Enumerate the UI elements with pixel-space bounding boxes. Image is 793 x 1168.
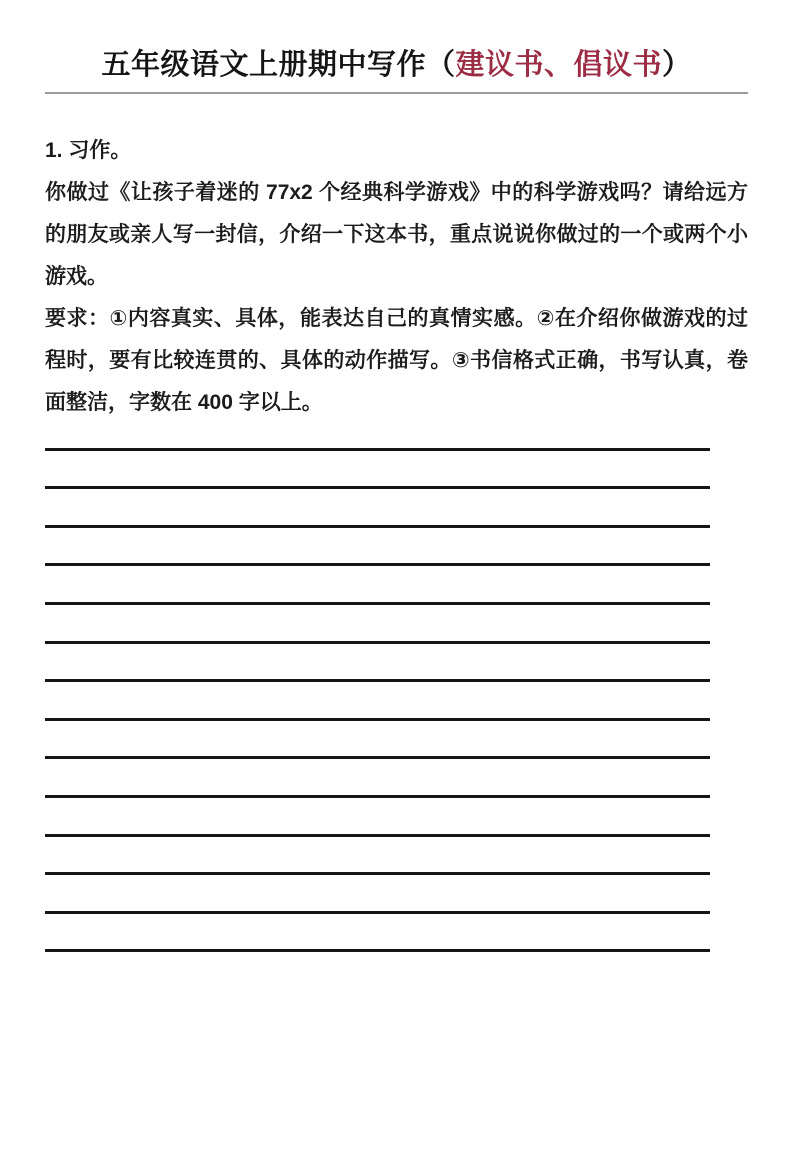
section-heading: 1. 习作。 bbox=[45, 139, 132, 162]
title-highlight: 建议书、倡议书 bbox=[455, 49, 662, 81]
prompt-paragraph-line: 的朋友或亲人写一封信，介绍一下这本书，重点说说你做过的一个或两个小 bbox=[45, 223, 748, 246]
prompt-paragraph-line: 游戏。 bbox=[45, 265, 108, 288]
page-title bbox=[45, 46, 748, 84]
writing-line bbox=[45, 605, 710, 644]
writing-line bbox=[45, 682, 710, 721]
writing-line bbox=[45, 644, 710, 683]
writing-line bbox=[45, 528, 710, 567]
requirements-paragraph-line: 程时，要有比较连贯的、具体的动作描写。③书信格式正确，书写认真，卷 bbox=[45, 349, 748, 372]
writing-line bbox=[45, 837, 710, 876]
worksheet-page bbox=[0, 46, 793, 1168]
writing-line bbox=[45, 489, 710, 528]
writing-line bbox=[45, 451, 710, 490]
writing-line bbox=[45, 721, 710, 760]
requirements-paragraph-line: 要求：①内容真实、具体，能表达自己的真情实感。②在介绍你做游戏的过 bbox=[45, 307, 748, 330]
writing-line bbox=[45, 566, 710, 605]
writing-line bbox=[45, 914, 710, 953]
requirements-paragraph-line: 面整洁，字数在 400 字以上。 bbox=[45, 391, 323, 414]
prompt-paragraph-line: 你做过《让孩子着迷的 77x2 个经典科学游戏》中的科学游戏吗？请给远方 bbox=[45, 181, 748, 204]
writing-line bbox=[45, 798, 710, 837]
title-suffix: ） bbox=[662, 49, 692, 81]
writing-line bbox=[45, 759, 710, 798]
title-prefix: 五年级语文上册期中写作（ bbox=[101, 49, 456, 81]
writing-line bbox=[45, 875, 710, 914]
title-underline-divider bbox=[45, 92, 748, 94]
writing-lines-area bbox=[45, 412, 748, 952]
